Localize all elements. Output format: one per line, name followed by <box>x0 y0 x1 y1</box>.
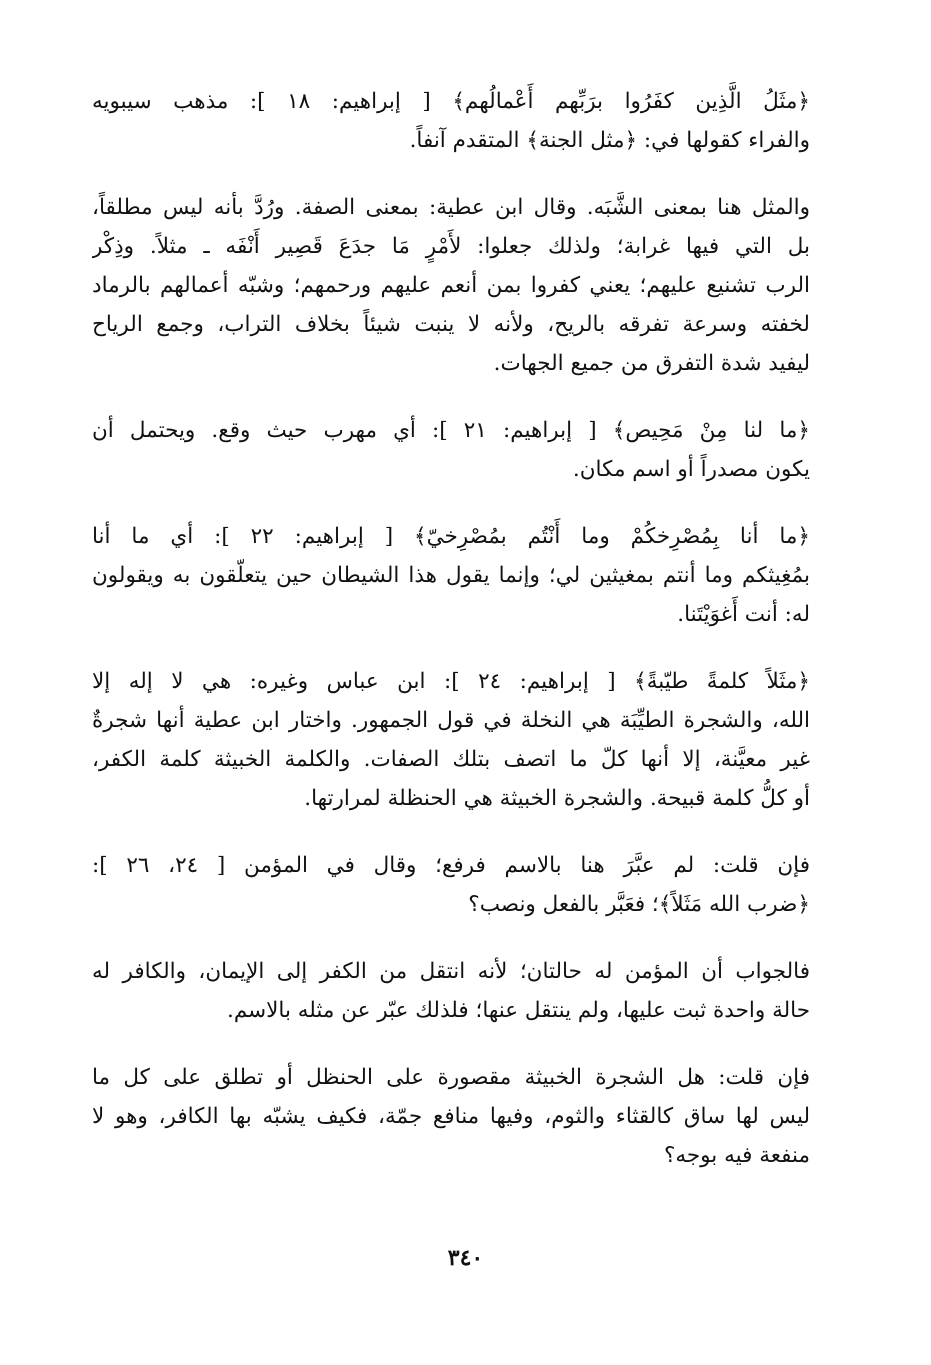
text-line: بل التي فيها غرابة؛ ولذلك جعلوا: لأَمْرٍ مَا جدَعَ قَصِير أَنْفَه ـ مثلاً. وذِكْر <box>92 234 810 259</box>
paragraph <box>92 82 810 160</box>
paragraph <box>92 952 810 1030</box>
text-line: له: أنت أَغوَيْتَنا. <box>677 602 810 627</box>
text-line: ﴿مثَلاً كلمةً طيّبةً﴾ [ إبراهيم: ٢٤ ]: ابن عباس وغيره: هي لا إله إلا <box>92 669 810 694</box>
text-line: والفراء كقولها في: ﴿مثل الجنة﴾ المتقدم آنفاً. <box>409 128 810 153</box>
text-line: الله، والشجرة الطيِّبَة هي النخلة في قول الجمهور. واختار ابن عطية أنها شجرةٌ <box>92 708 810 733</box>
text-line: ﴿ما لنا مِنْ مَحِيص﴾ [ إبراهيم: ٢١ ]: أي مهرب حيث وقع. ويحتمل أن <box>92 418 810 443</box>
text-line: لخفته وسرعة تفرقه بالريح، ولأنه لا ينبت شيئاً بخلاف التراب، وجمع الرياح <box>92 312 810 337</box>
text-line: ﴿ضرب الله مَثَلاً﴾؛ فعَبَّر بالفعل ونصب؟ <box>468 892 810 917</box>
paragraph <box>92 1058 810 1175</box>
paragraph <box>92 662 810 818</box>
text-line: أو كلُّ كلمة قبيحة. والشجرة الخبيثة هي الحنظلة لمرارتها. <box>304 786 810 811</box>
text-line: غير معيَّنة، إلا أنها كلّ ما اتصف بتلك الصفات. والكلمة الخبيثة كلمة الكفر، <box>92 747 810 772</box>
text-line: فإن قلت: لم عبَّرَ هنا بالاسم فرفع؛ وقال في المؤمن [ ٢٤، ٢٦ ]: <box>92 853 810 878</box>
text-line: ﴿مثَلُ الَّذِين كفَرُوا برَبِّهم أَعْمالُهم﴾ [ إبراهيم: ١٨ ]: مذهب سيبويه <box>92 89 810 114</box>
text-line: فالجواب أن المؤمن له حالتان؛ لأنه انتقل من الكفر إلى الإيمان، والكافر له <box>92 959 810 984</box>
text-line: الرب تشنيع عليهم؛ يعني كفروا بمن أنعم عليهم ورحمهم؛ وشبّه أعمالهم بالرماد <box>92 273 810 298</box>
text-line: يكون مصدراً أو اسم مكان. <box>572 457 810 482</box>
text-line: ليس لها ساق كالقثاء والثوم، وفيها منافع جمّة، فكيف يشبّه بها الكافر، وهو لا <box>92 1104 810 1129</box>
paragraph <box>92 411 810 489</box>
text-line: بمُغِيثكم وما أنتم بمغيثين لي؛ وإنما يقول هذا الشيطان حين يتعلّقون به ويقولون <box>92 563 810 588</box>
text-line: منفعة فيه بوجه؟ <box>663 1143 810 1168</box>
text-line: فإن قلت: هل الشجرة الخبيثة مقصورة على الحنظل أو تطلق على كل ما <box>92 1065 810 1090</box>
text-line: ﴿ما أنا بِمُصْرِخكُمْ وما أَنْتُم بمُصْرِخيّ﴾ [ إبراهيم: ٢٢ ]: أي ما أنا <box>92 524 810 549</box>
text-line: ليفيد شدة التفرق من جميع الجهات. <box>493 351 810 376</box>
page-body <box>92 82 810 1203</box>
page-number: ٣٤٠ <box>447 1245 484 1271</box>
paragraph <box>92 846 810 924</box>
text-line: حالة واحدة ثبت عليها، ولم ينتقل عنها؛ فلذلك عبّر عن مثله بالاسم. <box>226 998 810 1023</box>
text-line: والمثل هنا بمعنى الشَّبَه. وقال ابن عطية: بمعنى الصفة. ورُدَّ بأنه ليس مطلقاً، <box>92 195 810 220</box>
paragraph <box>92 517 810 634</box>
paragraph <box>92 188 810 383</box>
